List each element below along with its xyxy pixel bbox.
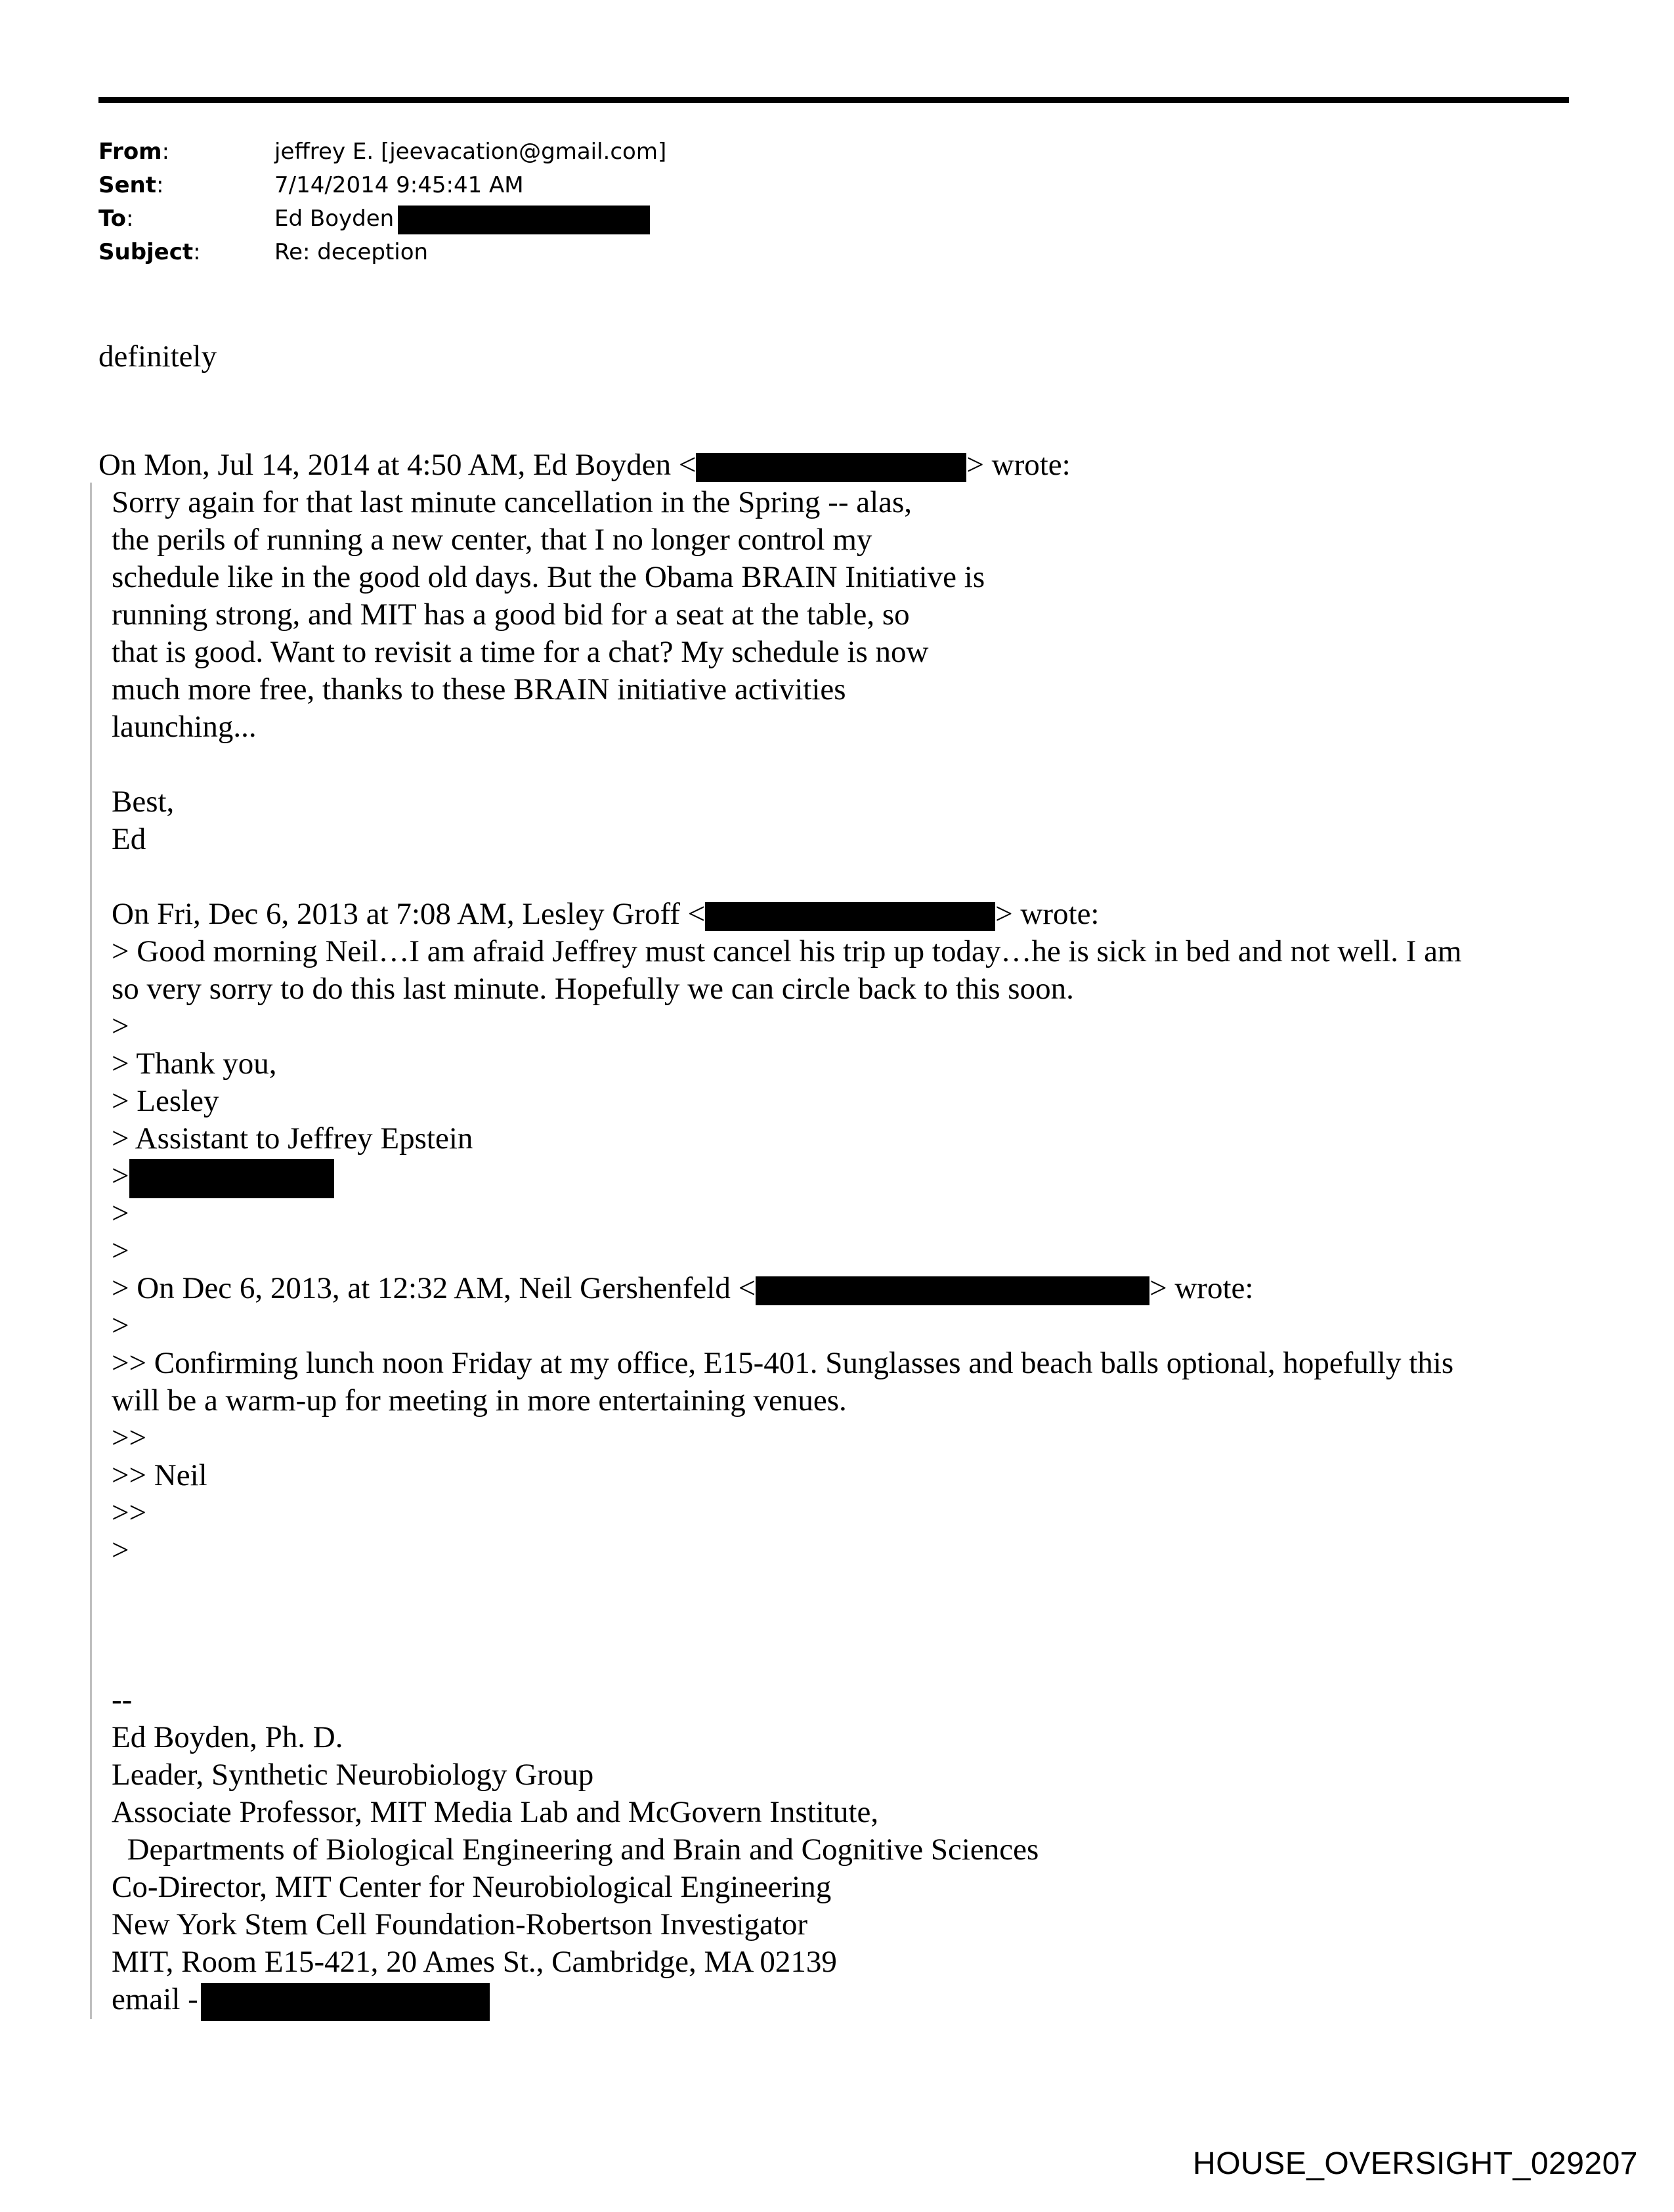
- boyden-line-5: that is good. Want to revisit a time for a chat? My schedule is now: [112, 635, 929, 669]
- redaction-box: [756, 1276, 1149, 1305]
- signature-line-1: Ed Boyden, Ph. D.: [112, 1720, 343, 1754]
- groff-redacted-line: [112, 1158, 334, 1195]
- gershenfeld-attribution: [112, 1270, 1253, 1307]
- bates-number: HOUSE_OVERSIGHT_029207: [1193, 2146, 1638, 2181]
- groff-redacted-prefix: >: [112, 1159, 129, 1193]
- boyden-line-6: much more free, thanks to these BRAIN initiative activities: [112, 672, 846, 706]
- signature-email-label: email -: [112, 1982, 198, 2016]
- redaction-box: [696, 453, 966, 482]
- gershenfeld-line-5: >> Neil: [112, 1458, 207, 1492]
- boyden-attribution-post: > wrote:: [966, 448, 1071, 482]
- groff-attribution-post: > wrote:: [995, 897, 1100, 931]
- signature-separator: --: [112, 1683, 133, 1717]
- gershenfeld-line-7: >: [112, 1533, 129, 1567]
- gershenfeld-line-2: >> Confirming lunch noon Friday at my office, E15-401. Sunglasses and beach balls optional, hopefully this: [112, 1346, 1454, 1380]
- gershenfeld-line-3: will be a warm-up for meeting in more entertaining venues.: [112, 1383, 847, 1418]
- signature-line-4: Departments of Biological Engineering and Brain and Cognitive Sciences: [112, 1832, 1039, 1867]
- redaction-box: [398, 206, 650, 234]
- groff-line-6: > Assistant to Jeffrey Epstein: [112, 1121, 473, 1156]
- boyden-line-2: the perils of running a new center, that I no longer control my: [112, 523, 872, 557]
- header-rule: [98, 97, 1569, 103]
- groff-line-4: > Thank you,: [112, 1047, 277, 1081]
- gershenfeld-attribution-post: > wrote:: [1149, 1271, 1254, 1305]
- signature-line-3: Associate Professor, MIT Media Lab and McGovern Institute,: [112, 1795, 879, 1829]
- sent-value: 7/14/2014 9:45:41 AM: [274, 172, 524, 198]
- to-row: [98, 202, 666, 236]
- groff-after-line-1: >: [112, 1196, 129, 1230]
- signature-line-2: Leader, Synthetic Neurobiology Group: [112, 1758, 594, 1792]
- groff-line-5: > Lesley: [112, 1084, 219, 1118]
- redaction-box: [129, 1159, 334, 1198]
- reply-text: definitely: [98, 339, 217, 374]
- subject-row: [98, 236, 666, 269]
- groff-line-2: so very sorry to do this last minute. Hopefully we can circle back to this soon.: [112, 972, 1074, 1006]
- boyden-line-3: schedule like in the good old days. But the Obama BRAIN Initiative is: [112, 560, 985, 594]
- boyden-closing: Best,: [112, 785, 175, 819]
- gershenfeld-line-4: >>: [112, 1421, 147, 1455]
- redaction-box: [201, 1983, 490, 2021]
- groff-attribution: [112, 896, 1099, 933]
- subject-value: Re: deception: [274, 239, 429, 265]
- boyden-signoff: Ed: [112, 822, 146, 856]
- gershenfeld-line-6: >>: [112, 1496, 147, 1530]
- boyden-line-4: running strong, and MIT has a good bid for a seat at the table, so: [112, 597, 910, 632]
- subject-colon: :: [193, 239, 201, 265]
- quote-bar: [90, 483, 92, 2019]
- signature-line-5: Co-Director, MIT Center for Neurobiological Engineering: [112, 1870, 832, 1904]
- groff-attribution-pre: On Fri, Dec 6, 2013 at 7:08 AM, Lesley Groff <: [112, 897, 706, 931]
- to-value: Ed Boyden: [274, 206, 395, 232]
- boyden-line-7: launching...: [112, 710, 257, 744]
- boyden-attribution: [98, 446, 1071, 484]
- to-label: To: [98, 206, 127, 232]
- from-row: [98, 135, 666, 169]
- boyden-attribution-pre: On Mon, Jul 14, 2014 at 4:50 AM, Ed Boyden <: [98, 448, 697, 482]
- sent-colon: :: [156, 172, 164, 198]
- groff-line-1: > Good morning Neil…I am afraid Jeffrey must cancel his trip up today…he is sick in bed and not well. I am: [112, 934, 1462, 968]
- to-colon: :: [126, 206, 134, 232]
- email-header: [98, 135, 666, 269]
- gershenfeld-line-1: >: [112, 1309, 129, 1343]
- groff-line-3: >: [112, 1009, 129, 1043]
- sent-label: Sent: [98, 172, 157, 198]
- from-label: From: [98, 139, 162, 165]
- signature-line-6: New York Stem Cell Foundation-Robertson Investigator: [112, 1907, 808, 1941]
- redaction-box: [705, 902, 995, 931]
- signature-line-7: MIT, Room E15-421, 20 Ames St., Cambridge, MA 02139: [112, 1945, 837, 1979]
- from-colon: :: [161, 139, 170, 165]
- boyden-line-1: Sorry again for that last minute cancellation in the Spring -- alas,: [112, 485, 912, 519]
- sent-row: [98, 169, 666, 202]
- gershenfeld-attribution-pre: > On Dec 6, 2013, at 12:32 AM, Neil Gershenfeld <: [112, 1271, 756, 1305]
- groff-after-line-2: >: [112, 1234, 129, 1268]
- signature-email: [112, 1981, 490, 2018]
- subject-label: Subject: [98, 239, 194, 265]
- from-value: jeffrey E. [jeevacation@gmail.com]: [274, 139, 667, 165]
